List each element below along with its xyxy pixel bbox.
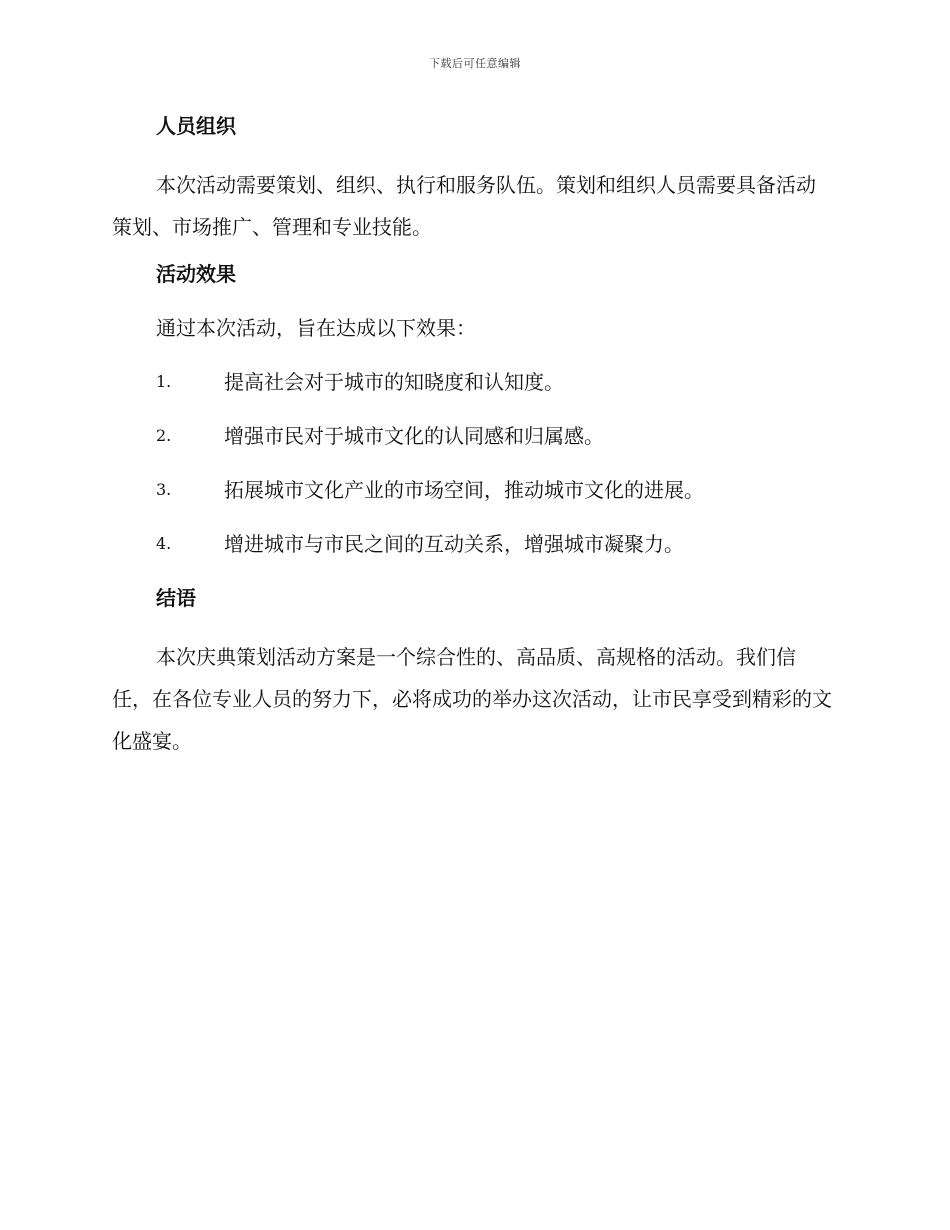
list-item [112, 528, 834, 582]
list-number: 2. [156, 426, 172, 445]
list-number: 1. [156, 372, 172, 391]
list-item [112, 474, 834, 528]
section-heading-conclusion: 结语 [156, 586, 196, 610]
list-text: 拓展城市文化产业的市场空间，推动城市文化的进展。 [224, 478, 704, 502]
list-item [112, 420, 834, 474]
paragraph-effects-intro: 通过本次活动，旨在达成以下效果： [156, 316, 476, 340]
list-text: 增进城市与市民之间的互动关系，增强城市凝聚力。 [224, 532, 684, 556]
section-heading-personnel: 人员组织 [156, 114, 236, 138]
section-heading-effects: 活动效果 [156, 262, 236, 286]
list-number: 3. [156, 480, 172, 499]
paragraph-conclusion: 本次庆典策划活动方案是一个综合性的、高品质、高规格的活动。我们信任，在各位专业人员的努力下，必将成功的举办这次活动，让市民享受到精彩的文化盛宴。 [112, 645, 832, 753]
list-text: 提高社会对于城市的知晓度和认知度。 [224, 370, 564, 394]
list-item [112, 366, 834, 420]
page-header: 下载后可任意编辑 [429, 57, 521, 70]
list-text: 增强市民对于城市文化的认同感和归属感。 [224, 424, 604, 448]
list-number: 4. [156, 534, 172, 553]
paragraph-personnel: 本次活动需要策划、组织、执行和服务队伍。策划和组织人员需要具备活动策划、市场推广、管理和专业技能。 [112, 173, 816, 239]
document-body [112, 110, 834, 762]
